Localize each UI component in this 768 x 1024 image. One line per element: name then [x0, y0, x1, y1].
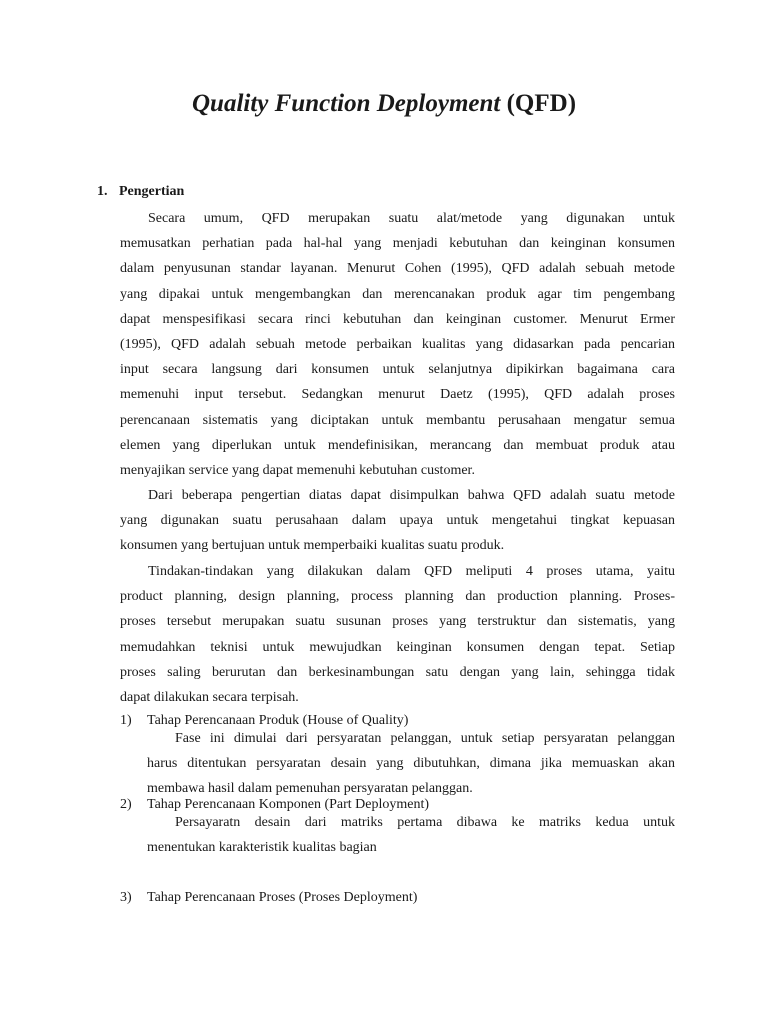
list-item-body-line: menentukan karakteristik kualitas bagian	[147, 840, 377, 856]
paragraph-line: memenuhi input tersebut. Sedangkan menurut Daetz (1995), QFD adalah proses	[120, 387, 675, 403]
section-title: Pengertian	[119, 184, 185, 199]
list-item-number: 3)	[120, 890, 132, 905]
paragraph-line: dapat dilakukan secara terpisah.	[120, 689, 299, 705]
list-item-title: Tahap Perencanaan Proses (Proses Deployment)	[147, 890, 418, 905]
paragraph-2	[120, 483, 675, 559]
title-rest-part: (QFD)	[500, 90, 577, 117]
paragraph-line: konsumen yang bertujuan untuk memperbaiki kualitas suatu produk.	[120, 538, 505, 554]
paragraph-line: dalam penyusunan standar layanan. Menurut Cohen (1995), QFD adalah sebuah metode	[120, 261, 675, 277]
paragraph-line: Secara umum, QFD merupakan suatu alat/metode yang digunakan untuk	[148, 211, 675, 226]
paragraph-line: proses saling berurutan dan berkesinambungan satu dengan yang lain, sehingga tidak	[120, 664, 675, 680]
list-item-body-line: Fase ini dimulai dari persyaratan pelanggan, untuk setiap persyaratan pelanggan	[175, 731, 675, 746]
paragraph-line: dapat menspesifikasi secara rinci kebutuhan dan keinginan customer. Menurut Ermer	[120, 311, 675, 327]
paragraph-line: proses tersebut merupakan suatu susunan proses yang terstruktur dan sistematis, yang	[120, 614, 675, 630]
list-item-body-line: membawa hasil dalam pemenuhan persyaratan pelanggan.	[147, 781, 473, 797]
paragraph-line: menyajikan service yang dapat memenuhi kebutuhan customer.	[120, 462, 475, 478]
list-item-title: Tahap Perencanaan Komponen (Part Deployment)	[147, 797, 430, 812]
list-item-title: Tahap Perencanaan Produk (House of Quality)	[147, 713, 409, 728]
list-item-1-body	[147, 726, 675, 802]
list-item-body-line: Persayaratn desain dari matriks pertama dibawa ke matriks kedua untuk	[175, 815, 675, 830]
paragraph-line: yang digunakan suatu perusahaan dalam upaya untuk mengetahui tingkat kepuasan	[120, 513, 675, 529]
paragraph-line: memusatkan perhatian pada hal-hal yang menjadi kebutuhan dan keinginan konsumen	[120, 236, 675, 252]
title-italic-part: Quality Function Deployment	[191, 90, 501, 117]
list-item-number: 1)	[120, 713, 132, 728]
paragraph-line: product planning, design planning, process planning dan production planning. Proses-	[120, 589, 675, 605]
list-item-body-line: harus ditentukan persyaratan desain yang dibutuhkan, dimana jika memuaskan akan	[147, 756, 675, 772]
list-item-2-body	[147, 810, 675, 860]
paragraph-3	[120, 559, 675, 710]
section-number: 1.	[97, 184, 108, 199]
paragraph-line: Tindakan-tindakan yang dilakukan dalam QFD meliputi 4 proses utama, yaitu	[148, 564, 675, 579]
paragraph-line: yang dipakai untuk mengembangkan dan merencanakan produk agar tim pengembang	[120, 286, 675, 302]
paragraph-line: elemen yang diperlukan untuk mendefinisikan, merancang dan membuat produk atau	[120, 437, 675, 453]
document-title	[0, 84, 768, 124]
section-heading	[97, 182, 184, 202]
paragraph-line: input secara langsung dari konsumen untuk selanjutnya dipikirkan bagaimana cara	[120, 362, 675, 378]
paragraph-line: perencanaan sistematis yang diciptakan untuk membantu perusahaan mengatur semua	[120, 412, 675, 428]
list-item-3-heading	[120, 888, 417, 908]
paragraph-line: memudahkan teknisi untuk mewujudkan keinginan konsumen dengan tepat. Setiap	[120, 639, 675, 655]
paragraph-line: (1995), QFD adalah sebuah metode perbaikan kualitas yang didasarkan pada pencarian	[120, 336, 675, 352]
paragraph-line: Dari beberapa pengertian diatas dapat disimpulkan bahwa QFD adalah suatu metode	[148, 488, 675, 503]
list-item-number: 2)	[120, 797, 132, 812]
paragraph-1	[120, 206, 675, 483]
